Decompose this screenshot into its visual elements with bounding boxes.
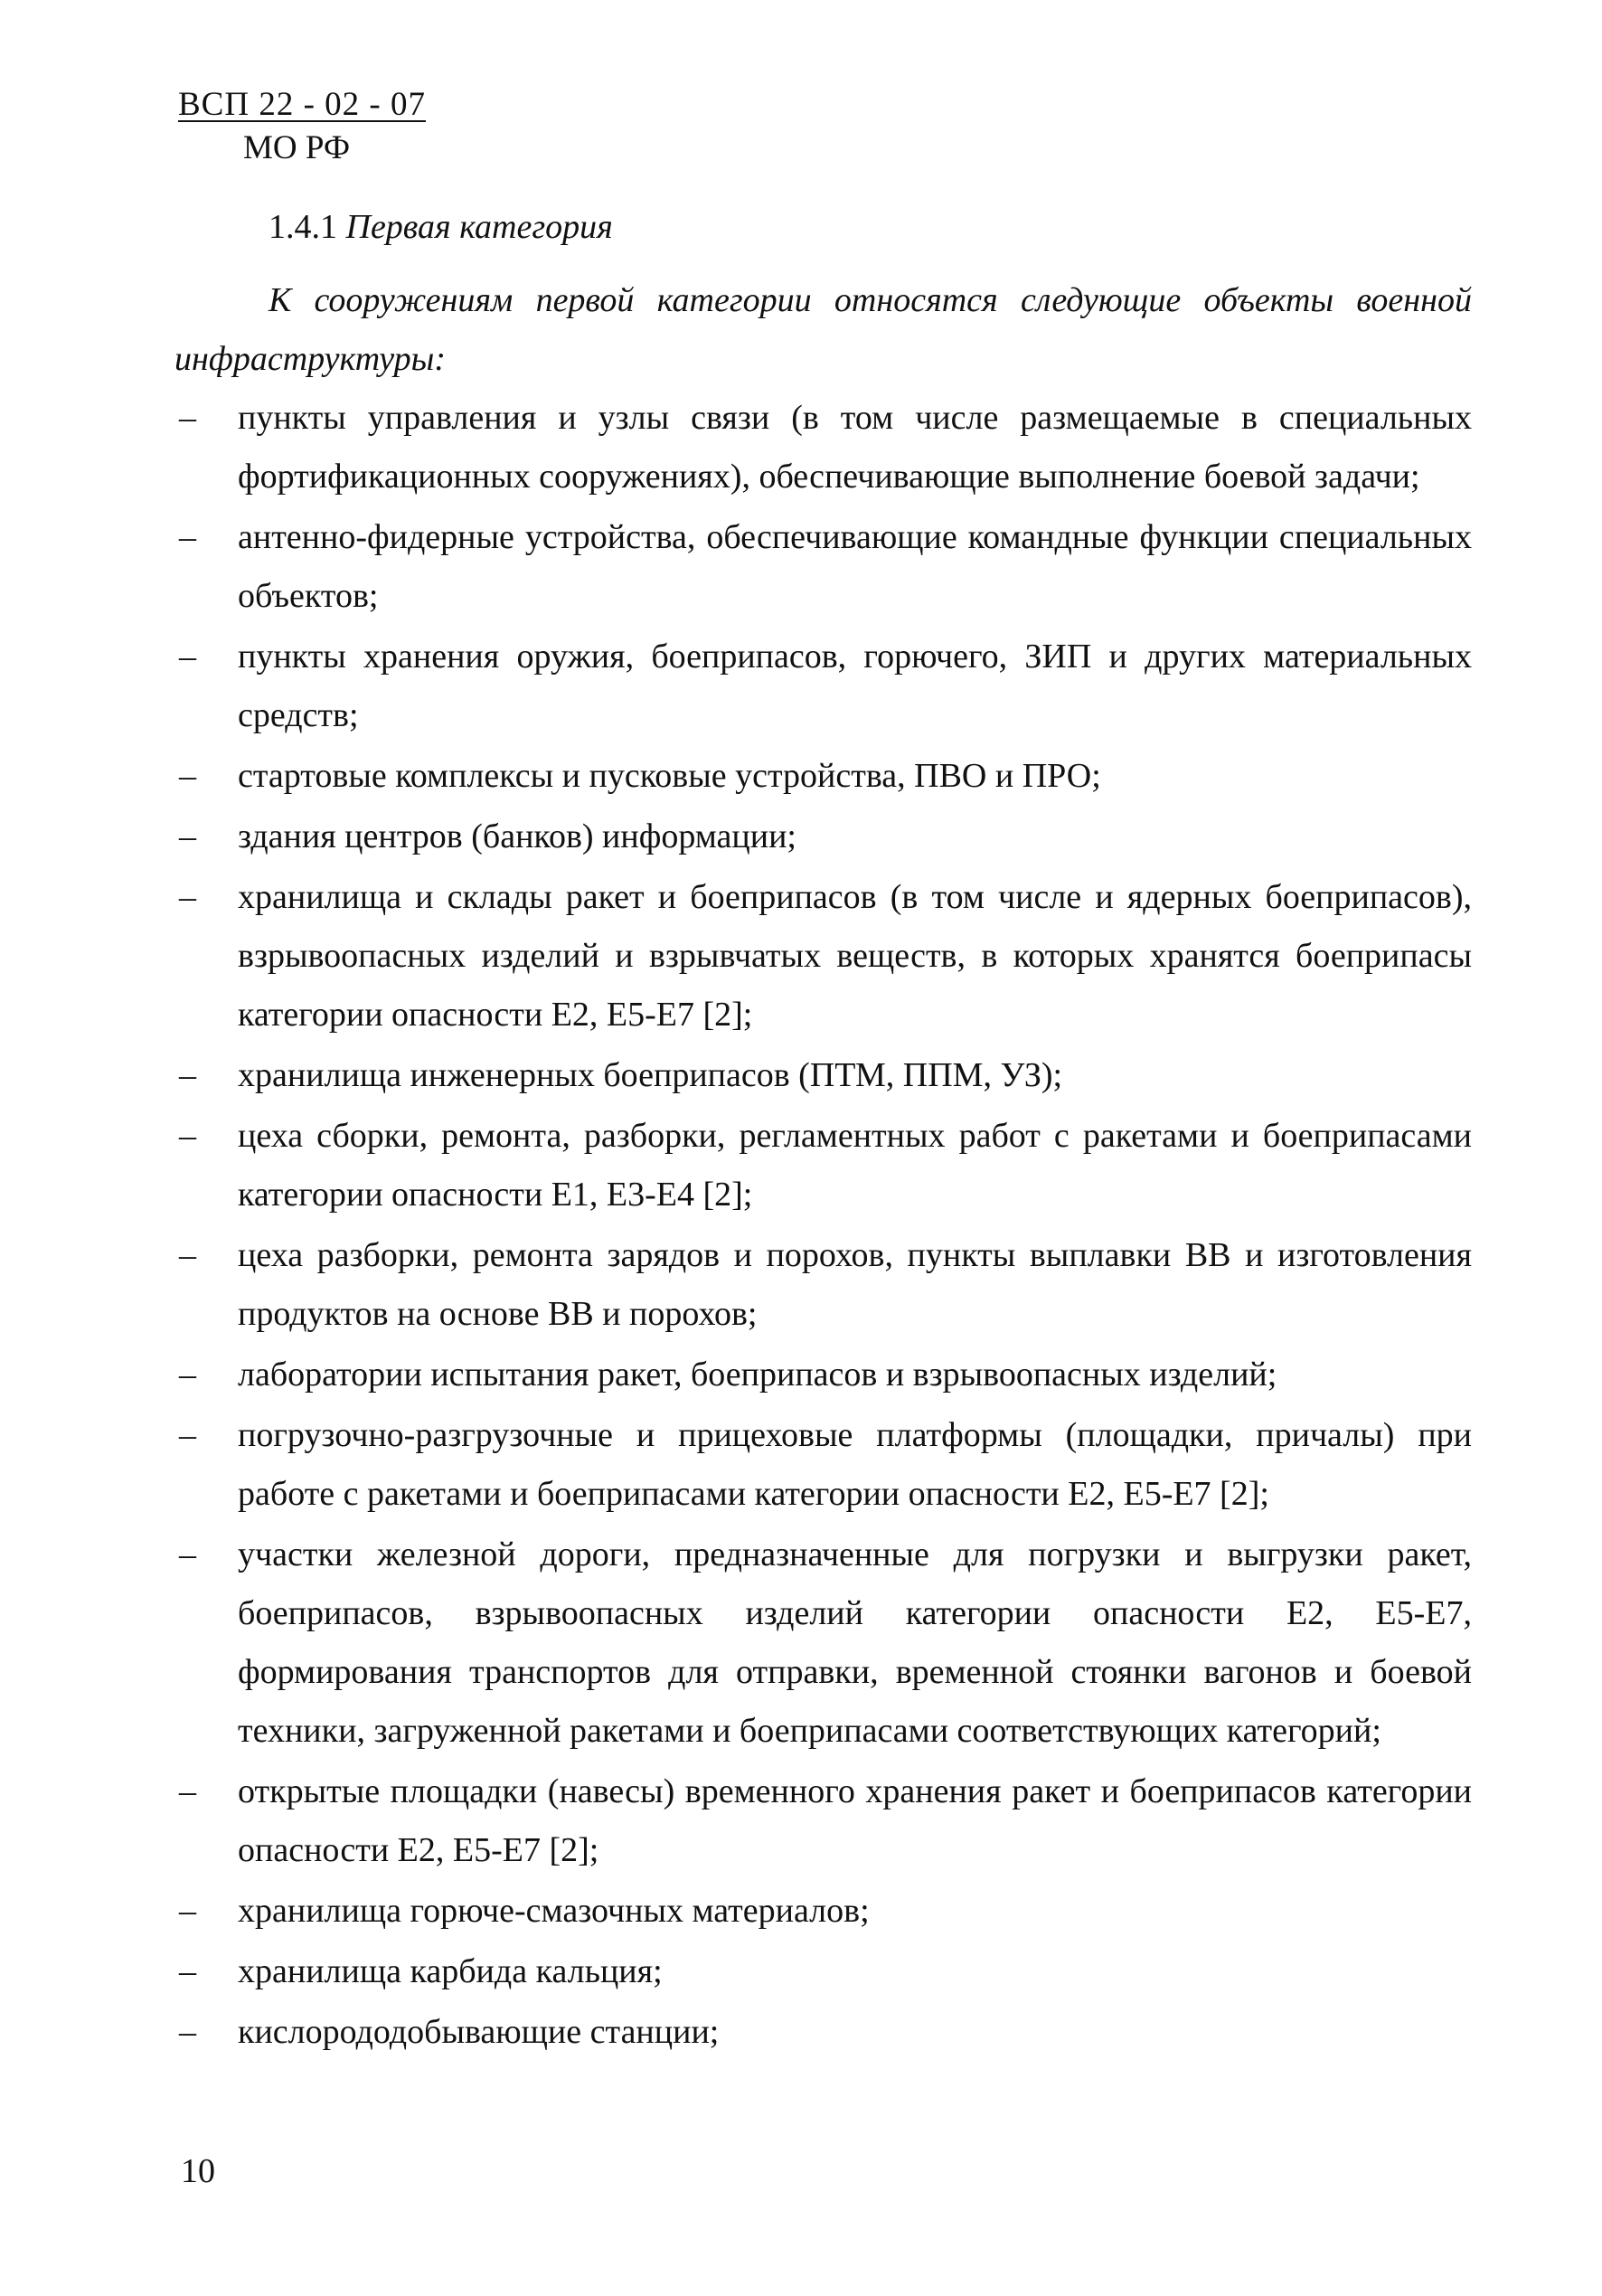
document-code: ВСП 22 - 02 - 07: [178, 86, 426, 123]
list-item: [174, 2003, 1472, 2062]
list-item: [174, 868, 1472, 1044]
list-marker: –: [179, 1356, 196, 1394]
list-marker: –: [179, 1952, 196, 1990]
list-marker: –: [179, 399, 196, 437]
list-item: [174, 1882, 1472, 1941]
list-marker: –: [179, 757, 196, 795]
list-item: [174, 1346, 1472, 1404]
section-title: Первая категория: [345, 208, 613, 246]
list-marker: –: [179, 1535, 196, 1573]
list-marker: –: [179, 1056, 196, 1094]
list-marker: –: [179, 1772, 196, 1810]
list-item-text: хранилища карбида кальция;: [238, 1952, 663, 1990]
list-item: [174, 628, 1472, 745]
list-item-text: хранилища инженерных боеприпасов (ПТМ, ППМ, УЗ);: [238, 1056, 1063, 1094]
list-marker: –: [179, 1892, 196, 1930]
list-item: [174, 1762, 1472, 1880]
list-item: [174, 1526, 1472, 1761]
list-item: [174, 1942, 1472, 2001]
list-marker: –: [179, 817, 196, 855]
list-marker: –: [179, 878, 196, 916]
intro-paragraph: К сооружениям первой категории относятся следующие объекты военной инфраструктуры:: [174, 281, 1472, 378]
list-item-text: лаборатории испытания ракет, боеприпасов и взрывоопасных изделий;: [238, 1356, 1277, 1394]
list-item-text: участки железной дороги, предназначенные для погрузки и выгрузки ракет, боеприпасов, взрывоопасных изделий категории опасности Е2, Е5-Е7, формирования транспортов для отправки, временной стоянки вагонов и боевой техники, загруженной ракетами и боеприпасами соответствующих категорий;: [238, 1535, 1472, 1750]
list-item-text: погрузочно-разгрузочные и прицеховые платформы (площадки, причалы) при работе с ракетами и боеприпасами категории опасности Е2, Е5-Е7 [2];: [238, 1416, 1472, 1513]
document-organization: МО РФ: [243, 129, 351, 166]
list-item-text: хранилища и склады ракет и боеприпасов (в том числе и ядерных боеприпасов), взрывоопасных изделий и взрывчатых веществ, в которых хранятся боеприпасы категории опасности Е2, Е5-Е7 [2];: [238, 878, 1472, 1034]
list-item: [174, 508, 1472, 626]
list-item-text: цеха сборки, ремонта, разборки, регламентных работ с ракетами и боеприпасами категории опасности Е1, Е3-Е4 [2];: [238, 1117, 1472, 1214]
list-item-text: хранилища горюче-смазочных материалов;: [238, 1892, 870, 1930]
list-item: [174, 389, 1472, 506]
list-item: [174, 808, 1472, 866]
list-item-text: здания центров (банков) информации;: [238, 817, 796, 855]
list-item: [174, 1046, 1472, 1105]
list-marker: –: [179, 518, 196, 556]
page-number: 10: [181, 2152, 215, 2190]
list-marker: –: [179, 1236, 196, 1274]
list-marker: –: [179, 1416, 196, 1454]
list-item: [174, 747, 1472, 806]
list-item: [174, 1406, 1472, 1524]
list-item-text: пункты управления и узлы связи (в том числе размещаемые в специальных фортификационных сооружениях), обеспечивающие выполнение боевой задачи;: [238, 399, 1472, 496]
document-header: [178, 83, 426, 170]
list-item-text: кислорододобывающие станции;: [238, 2013, 720, 2051]
list-item: [174, 1107, 1472, 1224]
list-item-text: цеха разборки, ремонта зарядов и порохов, пункты выплавки ВВ и изготовления продуктов на основе ВВ и порохов;: [238, 1236, 1472, 1333]
section-heading: [269, 210, 613, 244]
list-item-text: пункты хранения оружия, боеприпасов, горючего, ЗИП и других материальных средств;: [238, 638, 1472, 734]
section-number: 1.4.1: [269, 208, 337, 246]
list-item-text: антенно-фидерные устройства, обеспечивающие командные функции специальных объектов;: [238, 518, 1472, 615]
list-marker: –: [179, 2013, 196, 2051]
list-marker: –: [179, 638, 196, 676]
list-item: [174, 1226, 1472, 1344]
list-item-text: стартовые комплексы и пусковые устройства, ПВО и ПРО;: [238, 757, 1101, 795]
list-marker: –: [179, 1117, 196, 1155]
list-item-text: открытые площадки (навесы) временного хранения ракет и боеприпасов категории опасности Е2, Е5-Е7 [2];: [238, 1772, 1472, 1869]
category-list: [174, 389, 1472, 2064]
